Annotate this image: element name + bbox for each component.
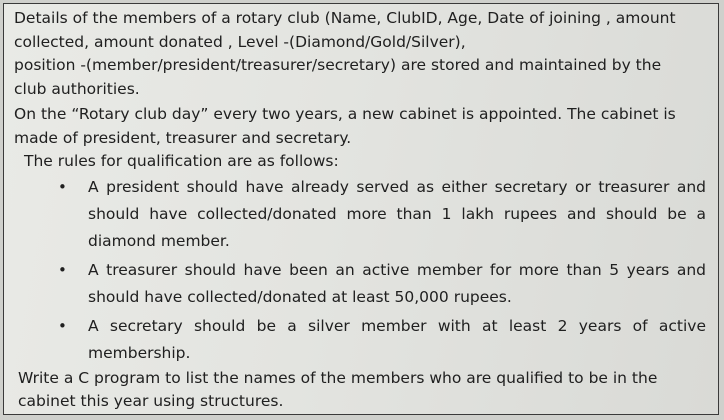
rule-text: A secretary should be a silver member with at least 2 years of active membership. [88, 316, 706, 362]
rules-list [14, 174, 710, 367]
rule-text: A president should have already served as either secretary or treasurer and should have collected/donated more than 1 lakh rupees and should be a diamond member. [88, 177, 706, 250]
cabinet-paragraph [14, 103, 710, 150]
bullet-icon: • [58, 316, 67, 335]
intro-line: club authorities. [14, 79, 140, 98]
intro-line: Details of the members of a rotary club (Name, ClubID, Age, Date of joining , amount [14, 9, 676, 27]
rule-treasurer [14, 257, 710, 311]
cabinet-line: On the “Rotary club day” every two years, a new cabinet is appointed. The cabinet is [14, 105, 676, 123]
rules-heading: The rules for qualification are as follows: [24, 152, 339, 170]
intro-paragraph [14, 7, 710, 101]
bullet-icon: • [58, 177, 67, 196]
question-box [3, 3, 719, 415]
task-line: cabinet this year using structures. [18, 392, 284, 410]
rule-secretary [14, 313, 710, 367]
rule-president [14, 174, 710, 255]
rule-text: A treasurer should have been an active member for more than 5 years and should have collected/donated at least 50,000 rupees. [88, 260, 706, 306]
task-line: Write a C program to list the names of the members who are qualified to be in the [18, 368, 658, 387]
task-paragraph [14, 367, 710, 414]
intro-line: collected, amount donated , Level -(Diamond/Gold/Silver), [14, 32, 466, 51]
bullet-icon: • [58, 260, 67, 279]
cabinet-line: made of president, treasurer and secretary. [14, 128, 352, 147]
intro-line: position -(member/president/treasurer/secretary) are stored and maintained by the [14, 56, 662, 74]
